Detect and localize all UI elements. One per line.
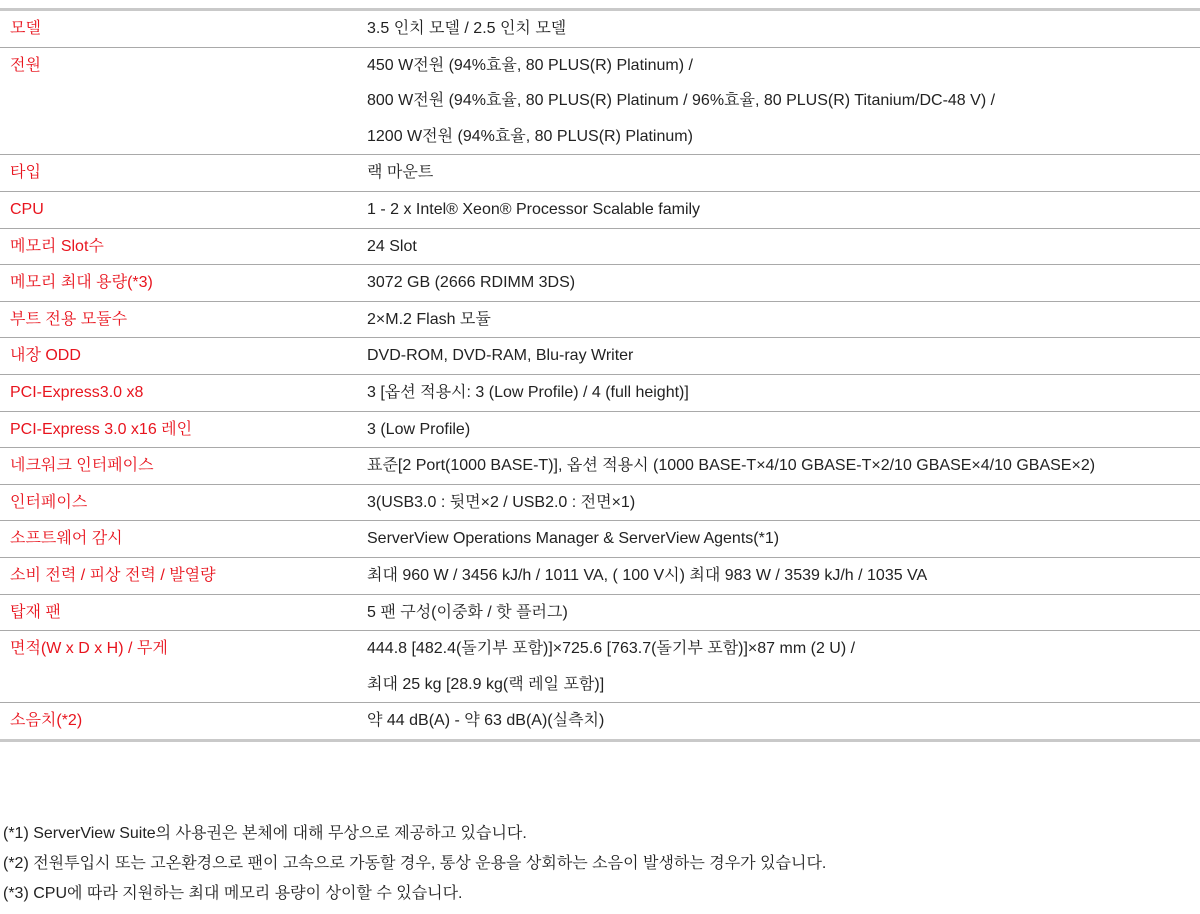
spec-row-pcie-x8: [0, 374, 1200, 411]
spec-row-fans: [0, 594, 1200, 631]
spec-label: 면적(W x D x H) / 무게: [10, 640, 168, 658]
spec-label: 소프트웨어 감시: [10, 530, 123, 548]
spec-label: 메모리 Slot수: [10, 237, 104, 255]
spec-row-power: [0, 47, 1200, 155]
spec-row-type: [0, 154, 1200, 191]
spec-row-model: [0, 11, 1200, 47]
spec-value: 1 - 2 x Intel® Xeon® Processor Scalable family: [367, 200, 701, 218]
spec-label: 소비 전력 / 피상 전력 / 발열량: [10, 566, 216, 584]
spec-label: 타입: [10, 164, 41, 182]
footnote: (*2) 전원투입시 또는 고온환경으로 팬이 고속으로 가동할 경우, 통상 운용을 상회하는 소음이 발생하는 경우가 있습니다.: [3, 855, 827, 872]
spec-value: 2×M.2 Flash 모듈: [367, 310, 491, 328]
spec-label: 소음치(*2): [10, 712, 83, 730]
spec-label: PCI-Express3.0 x8: [10, 383, 144, 401]
spec-row-cpu: [0, 191, 1200, 228]
spec-row-network: [0, 447, 1200, 484]
spec-label: 탑재 팬: [10, 603, 61, 621]
spec-value: 3(USB3.0 : 뒷면×2 / USB2.0 : 전면×1): [367, 493, 636, 511]
spec-value: 3.5 인치 모델 / 2.5 인치 모델: [367, 20, 567, 37]
spec-value: 3 (Low Profile): [367, 420, 471, 438]
spec-value: 5 팬 구성(이중화 / 핫 플러그): [367, 603, 568, 621]
spec-label: 메모리 최대 용량(*3): [10, 274, 153, 292]
spec-value: 24 Slot: [367, 237, 417, 255]
spec-row-max-memory: [0, 264, 1200, 301]
spec-label: 전원: [10, 56, 41, 74]
spec-value: 약 44 dB(A) - 약 63 dB(A)(실측치): [367, 712, 605, 730]
spec-row-odd: [0, 337, 1200, 374]
spec-row-boot-module: [0, 301, 1200, 338]
spec-value: 450 W전원 (94%효율, 80 PLUS(R) Platinum) / 800 W전원 (94%효율, 80 PLUS(R) Platinum / 96%효율, 80 PLUS(R) Titanium/DC-48 V) / 1200 W전원 (94%효율, 80 PLUS(R) Platinum): [367, 56, 996, 145]
spec-label: 부트 전용 모듈수: [10, 310, 128, 328]
spec-row-power-consumption: [0, 557, 1200, 594]
spec-label: CPU: [10, 200, 44, 218]
spec-row-dimensions-weight: [0, 630, 1200, 702]
spec-value: 444.8 [482.4(돌기부 포함)]×725.6 [763.7(돌기부 포함)]×87 mm (2 U) / 최대 25 kg [28.9 kg(랙 레일 포함)]: [367, 640, 856, 693]
footnote: (*1) ServerView Suite의 사용권은 본체에 대해 무상으로 제공하고 있습니다.: [3, 825, 527, 842]
spec-label: 인터페이스: [10, 493, 88, 511]
spec-row-software-monitoring: [0, 520, 1200, 557]
footnote: (*3) CPU에 따라 지원하는 최대 메모리 용량이 상이할 수 있습니다.: [3, 885, 463, 902]
spec-row-noise: [0, 702, 1200, 739]
spec-label: 내장 ODD: [10, 347, 81, 365]
spec-value: 최대 960 W / 3456 kJ/h / 1011 VA, ( 100 V시) 최대 983 W / 3539 kJ/h / 1035 VA: [367, 566, 928, 584]
spec-table: [0, 8, 1200, 742]
spec-label: 네크워크 인터페이스: [10, 457, 154, 475]
spec-row-interface: [0, 484, 1200, 521]
spec-label: PCI-Express 3.0 x16 레인: [10, 420, 193, 438]
spec-value: 3 [옵션 적용시: 3 (Low Profile) / 4 (full height)]: [367, 383, 689, 401]
spec-value: DVD-ROM, DVD-RAM, Blu-ray Writer: [367, 347, 634, 365]
spec-value: ServerView Operations Manager & ServerView Agents(*1): [367, 530, 780, 548]
spec-value: 랙 마운트: [367, 164, 434, 182]
spec-label: 모델: [10, 20, 41, 37]
spec-row-pcie-x16: [0, 411, 1200, 448]
footnotes: [3, 819, 1193, 909]
spec-row-memory-slots: [0, 228, 1200, 265]
spec-value: 표준[2 Port(1000 BASE-T)], 옵션 적용시 (1000 BASE-T×4/10 GBASE-T×2/10 GBASE×4/10 GBASE×2): [367, 457, 1096, 475]
spec-value: 3072 GB (2666 RDIMM 3DS): [367, 274, 576, 292]
